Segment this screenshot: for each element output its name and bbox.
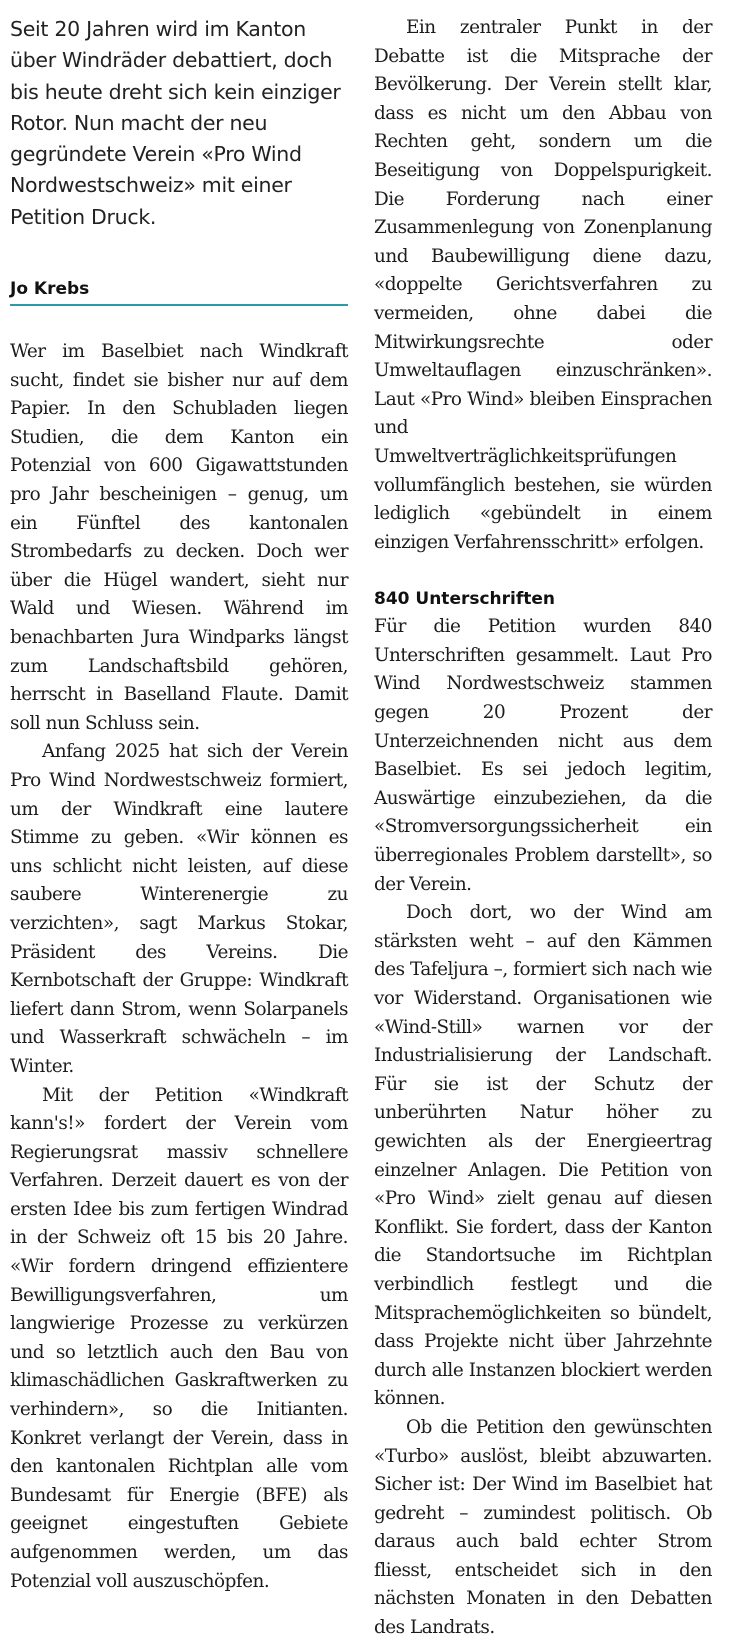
section-subhead: 840 Unterschriften [374, 589, 556, 610]
article-lead: Seit 20 Jahren wird im Kanton über Windräder debattiert, doch bis heute dreht sich kein einziger Rotor. Nun macht der neu gegründete Verein «Pro Wind Nordwestschweiz» mit einer Petition Druck. [10, 17, 341, 229]
right-body-bottom [374, 613, 712, 1642]
paragraph: Ob die Petition den gewünschten «Turbo» auslöst, bleibt abzuwarten. Sicher ist: Der Wind im Baselbiet hat gedreht – zumindest politisch. Ob daraus auch bald echter Strom fliesst, entscheidet sich in den nächsten Monaten in den Debatten des Landrats. [374, 1416, 712, 1639]
left-body [10, 338, 348, 1596]
right-column [374, 14, 712, 1643]
paragraph: Ein zentraler Punkt in der Debatte ist die Mitsprache der Bevölkerung. Der Verein stellt klar, dass es nicht um den Abbau von Rechten geht, sondern um die Beseitigung von Doppelspurigkeit. Die Forderung nach einer Zusammenlegung von Zonenplanung und Baubewilligung diene dazu, «doppelte Gerichtsverfahren zu vermeiden, ohne dabei die Mitwirkungsrechte oder Umweltauflagen einzuschränken». Laut «Pro Wind» bleiben Einsprachen und Umweltverträglichkeitsprüfungen vollumfänglich bestehen, sie würden lediglich «gebündelt in einem einzigen Verfahrensschritt» erfolgen. [374, 17, 712, 553]
paragraph: Für die Petition wurden 840 Unterschriften gesammelt. Laut Pro Wind Nordwestschweiz stammen gegen 20 Prozent der Unterzeichnenden nicht aus dem Baselbiet. Es sei jedoch legitim, Auswärtige einzubeziehen, da die «Stromversorgungssicherheit ein überregionales Problem darstellt», so der Verein. [374, 616, 712, 895]
paragraph: Doch dort, wo der Wind am stärksten weht – auf den Kämmen des Tafeljura –, formiert sich nach wie vor Widerstand. Organisationen wie «Wind-Still» warnen vor der Industrialisierung der Landschaft. Für sie ist der Schutz der unberührten Natur höher zu gewichten als der Energieertrag einzelner Anlagen. Die Petition von «Pro Wind» zielt genau auf diesen Konflikt. Sie fordert, dass der Kanton die Standortsuche im Richtplan verbindlich festlegt und die Mitsprachemöglichkeiten so bündelt, dass Projekte nicht über Jahrzehnte durch alle Instanzen blockiert werden können. [374, 902, 712, 1410]
right-body-top [374, 14, 712, 557]
paragraph: Anfang 2025 hat sich der Verein Pro Wind Nordwestschweiz formiert, um der Windkraft eine lautere Stimme zu geben. «Wir können es uns schlicht nicht leisten, auf diese saubere Winterenergie zu verzichten», sagt Markus Stokar, Präsident des Vereins. Die Kernbotschaft der Gruppe: Windkraft liefert dann Strom, wenn Solarpanels und Wasserkraft schwächeln – im Winter. [10, 741, 348, 1077]
left-column [10, 14, 348, 1596]
paragraph: Wer im Baselbiet nach Windkraft sucht, findet sie bisher nur auf dem Papier. In den Schubladen liegen Studien, die dem Kanton ein Potenzial von 600 Gigawattstunden pro Jahr bescheinigen – genug, um ein Fünftel des kantonalen Strombedarfs zu decken. Doch wer über die Hügel wandert, sieht nur Wald und Wiesen. Während im benachbarten Jura Windparks längst zum Landschaftsbild gehören, herrscht in Baselland Flaute. Damit soll nun Schluss sein. [10, 341, 348, 734]
author-byline: Jo Krebs [10, 278, 348, 306]
paragraph: Mit der Petition «Windkraft kann's!» fordert der Verein vom Regierungsrat massiv schnellere Verfahren. Derzeit dauert es von der ersten Idee bis zum fertigen Windrad in der Schweiz oft 15 bis 20 Jahre. «Wir fordern dringend effizientere Bewilligungsverfahren, um langwierige Prozesse zu verkürzen und so letztlich auch den Bau von klimaschädlichen Gaskraftwerken zu verhindern», so die Initianten. Konkret verlangt der Verein, dass in den kantonalen Richtplan alle vom Bundesamt für Energie (BFE) als geeignet eingestuften Gebiete aufgenommen werden, um das Potenzial voll auszuschöpfen. [10, 1084, 348, 1592]
